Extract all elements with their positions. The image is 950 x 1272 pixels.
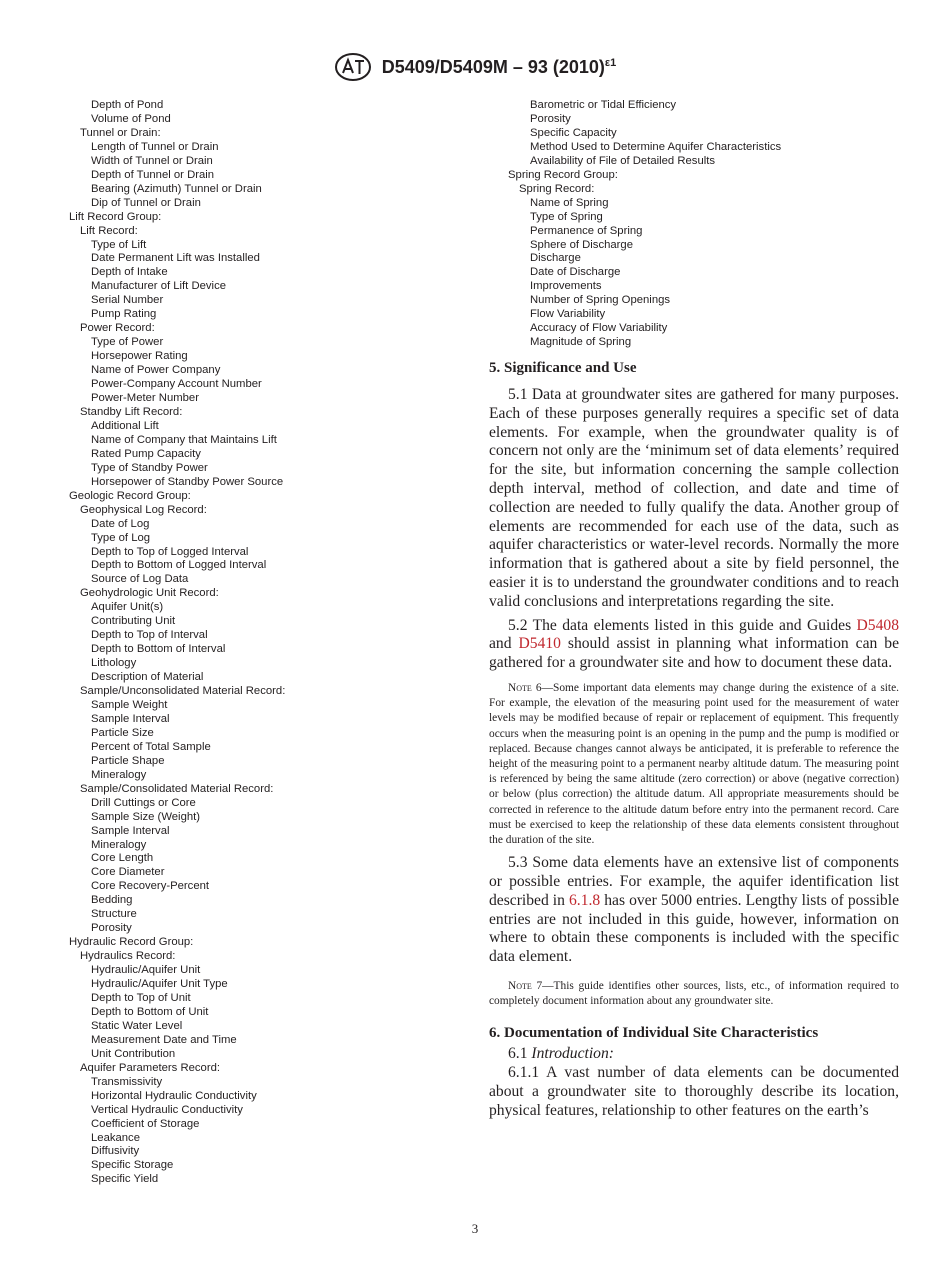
list-item: Type of Power	[91, 336, 164, 349]
list-item: Core Diameter	[91, 866, 165, 879]
list-item: Diffusivity	[91, 1145, 140, 1158]
epsilon-superscript: ε1	[604, 56, 617, 69]
list-item: Source of Log Data	[91, 573, 189, 586]
right-outline-list	[508, 99, 908, 350]
list-item: Number of Spring Openings	[530, 294, 671, 307]
list-item: Core Length	[91, 852, 154, 865]
list-item: Depth of Pond	[91, 99, 164, 111]
list-item: Magnitude of Spring	[530, 336, 632, 349]
list-item: Depth to Bottom of Interval	[91, 643, 226, 656]
list-item: Hydraulic/Aquifer Unit Type	[91, 978, 228, 991]
list-item: Type of Standby Power	[91, 461, 208, 474]
list-item: Depth of Intake	[91, 266, 168, 279]
note-7: Note 7—This guide identifies other sources, lists, etc., of information required to completely document information about any groundwater site.	[489, 979, 899, 1008]
list-item: Static Water Level	[91, 1019, 183, 1032]
list-item: Type of Log	[91, 531, 151, 544]
list-item: Hydraulic Record Group:	[69, 936, 194, 949]
list-item: Dip of Tunnel or Drain	[91, 196, 201, 209]
list-item: Geophysical Log Record:	[80, 503, 207, 516]
list-item: Power-Company Account Number	[91, 378, 262, 391]
list-item: Horsepower Rating	[91, 350, 188, 363]
astm-logo-icon	[334, 52, 372, 82]
list-item: Length of Tunnel or Drain	[91, 140, 219, 153]
list-item: Sample Size (Weight)	[91, 810, 201, 823]
list-item: Horizontal Hydraulic Conductivity	[91, 1089, 257, 1102]
list-item: Sample/Consolidated Material Record:	[80, 782, 274, 795]
list-item: Specific Yield	[91, 1173, 159, 1186]
list-item: Leakance	[91, 1131, 140, 1144]
list-item: Additional Lift	[91, 419, 159, 432]
list-item: Power Record:	[80, 322, 155, 335]
list-item: Standby Lift Record:	[80, 405, 183, 418]
list-item: Volume of Pond	[91, 112, 171, 125]
list-item: Specific Storage	[91, 1159, 174, 1172]
document-designation: D5409/D5409M – 93 $(2010)^{\varepsilon 1}$	[381, 56, 617, 77]
list-item: Depth to Top of Logged Interval	[91, 545, 249, 558]
list-item: Tunnel or Drain:	[80, 126, 161, 139]
list-item: Particle Shape	[91, 754, 165, 767]
list-item: Bearing (Azimuth) Tunnel or Drain	[91, 182, 262, 195]
list-item: Improvements	[530, 280, 602, 293]
list-item: Geologic Record Group:	[69, 489, 191, 502]
list-item: Date of Discharge	[530, 266, 621, 279]
list-item: Aquifer Parameters Record:	[80, 1061, 221, 1074]
left-outline-list	[69, 99, 469, 1187]
link-d5410[interactable]: D5410	[518, 635, 561, 653]
list-item: Lift Record:	[80, 224, 138, 237]
list-item: Drill Cuttings or Core	[91, 796, 196, 809]
list-item: Depth to Bottom of Unit	[91, 1005, 209, 1018]
list-item: Percent of Total Sample	[91, 740, 211, 753]
section-6-heading: 6. Documentation of Individual Site Characteristics	[489, 1025, 819, 1042]
paragraph-5-2: 5.2 The data elements listed in this guide and Guides D5408 and D5410 should assist in planning what information can be gathered for a groundwater site and how to document these data.	[489, 616, 899, 672]
page-number: 3	[471, 1221, 479, 1236]
list-item: Hydraulics Record:	[80, 950, 176, 963]
list-item: Date Permanent Lift was Installed	[91, 252, 260, 265]
list-item: Description of Material	[91, 671, 204, 684]
paragraph-6-1: 6.1 Introduction:	[508, 1045, 614, 1063]
list-item: Coefficient of Storage	[91, 1117, 200, 1130]
list-item: Width of Tunnel or Drain	[91, 154, 213, 167]
list-item: Mineralogy	[91, 768, 147, 781]
list-item: Porosity	[91, 922, 132, 935]
list-item: Serial Number	[91, 294, 164, 307]
section-5-heading: 5. Significance and Use	[489, 360, 637, 376]
list-item: Method Used to Determine Aquifer Characteristics	[530, 140, 782, 153]
list-item: Depth of Tunnel or Drain	[91, 168, 215, 181]
list-item: Structure	[91, 908, 137, 921]
list-item: Hydraulic/Aquifer Unit	[91, 964, 201, 977]
list-item: Power-Meter Number	[91, 392, 199, 405]
list-item: Availability of File of Detailed Results	[530, 154, 716, 167]
page-header	[0, 52, 950, 87]
paragraph-6-1-1: 6.1.1 A vast number of data elements can be documented about a groundwater site to thoroughly describe its location, physical features, relationship to other features on the earth’s	[489, 1064, 899, 1119]
list-item: Accuracy of Flow Variability	[530, 322, 668, 335]
list-item: Spring Record:	[519, 182, 595, 195]
paragraph-5-1: 5.1 Data at groundwater sites are gathered for many purposes. Each of these purposes generally requires a specific set of data elements. For example, when the groundwater quality is of concern not only are the ‘minimum set of data elements’ required for the site, but information concerning the sample collection depth interval, method of collection, and date and time of collection are needed to fully qualify the data. Another group of elements are recommended for each use of the data, such as aquifer characteristics or water-level records. Normally the more information that is gathered about a site by field personnel, the easier it is to understand the groundwater conditions and to reach valid conclusions and interpretations regarding the site.	[489, 386, 899, 610]
list-item: Horsepower of Standby Power Source	[91, 475, 284, 488]
list-item: Aquifer Unit(s)	[91, 601, 164, 614]
list-item: Sample Weight	[91, 698, 168, 711]
list-item: Name of Company that Maintains Lift	[91, 433, 277, 446]
list-item: Name of Spring	[530, 196, 609, 209]
list-item: Rated Pump Capacity	[91, 447, 201, 460]
list-item: Contributing Unit	[91, 615, 176, 628]
list-item: Flow Variability	[530, 308, 606, 321]
list-item: Depth to Top of Unit	[91, 992, 191, 1004]
link-d5408[interactable]: D5408	[856, 616, 899, 634]
right-column-text	[489, 358, 899, 1126]
list-item: Porosity	[530, 112, 571, 125]
list-item: Discharge	[530, 252, 581, 265]
list-item: Transmissivity	[91, 1075, 163, 1088]
list-item: Sample Interval	[91, 824, 170, 837]
link-6-1-8[interactable]: 6.1.8	[569, 891, 601, 909]
list-item: Date of Log	[91, 517, 150, 530]
list-item: Bedding	[91, 894, 133, 907]
list-item: Name of Power Company	[91, 364, 221, 377]
list-item: Sample Interval	[91, 712, 170, 725]
list-item: Mineralogy	[91, 838, 147, 851]
list-item: Type of Spring	[530, 210, 603, 223]
list-item: Depth to Top of Interval	[91, 629, 208, 642]
list-item: Specific Capacity	[530, 126, 617, 139]
list-item: Vertical Hydraulic Conductivity	[91, 1103, 243, 1116]
list-item: Type of Lift	[91, 238, 147, 251]
paragraph-5-3: 5.3 Some data elements have an extensive list of components or possible entries. For example, the aquifer identification list described in 6.1.8 has over 5000 entries. Lengthy lists of possible entries are not included in this guide, however, information on where to obtain these components is included with the specific data element.	[489, 854, 899, 966]
list-item: Sample/Unconsolidated Material Record:	[80, 685, 286, 698]
list-item: Lift Record Group:	[69, 210, 162, 223]
list-item: Manufacturer of Lift Device	[91, 280, 226, 293]
list-item: Unit Contribution	[91, 1047, 176, 1060]
list-item: Geohydrologic Unit Record:	[80, 587, 219, 600]
list-item: Measurement Date and Time	[91, 1033, 237, 1046]
list-item: Core Recovery-Percent	[91, 880, 210, 893]
list-item: Barometric or Tidal Efficiency	[530, 99, 677, 111]
list-item: Spring Record Group:	[508, 168, 618, 181]
list-item: Depth to Bottom of Logged Interval	[91, 559, 267, 572]
list-item: Pump Rating	[91, 308, 157, 321]
list-item: Particle Size	[91, 726, 154, 739]
list-item: Sphere of Discharge	[530, 238, 633, 251]
list-item: Permanence of Spring	[530, 224, 643, 237]
list-item: Lithology	[91, 657, 137, 670]
note-6: Note 6—Some important data elements may change during the existence of a site. For example, the elevation of the measuring point used for the measurement of water levels may be modified because of repair or replacement of equipment. This frequently occurs when the measuring point is an opening in the pump and the pump is modified or replaced. Because changes cannot always be anticipated, it is preferable to reference the height of the measuring point to a permanent nearby altitude datum. The measuring point is referenced by being the same altitude (zero correction) or above (negative correction) or below (plus correction) the altitude datum. All appropriate measurements should be corrected in reference to the altitude datum before entry into the permanent record. Care must be exercised to keep the relationship of these data elements consistent throughout the duration of the site.	[489, 681, 899, 846]
